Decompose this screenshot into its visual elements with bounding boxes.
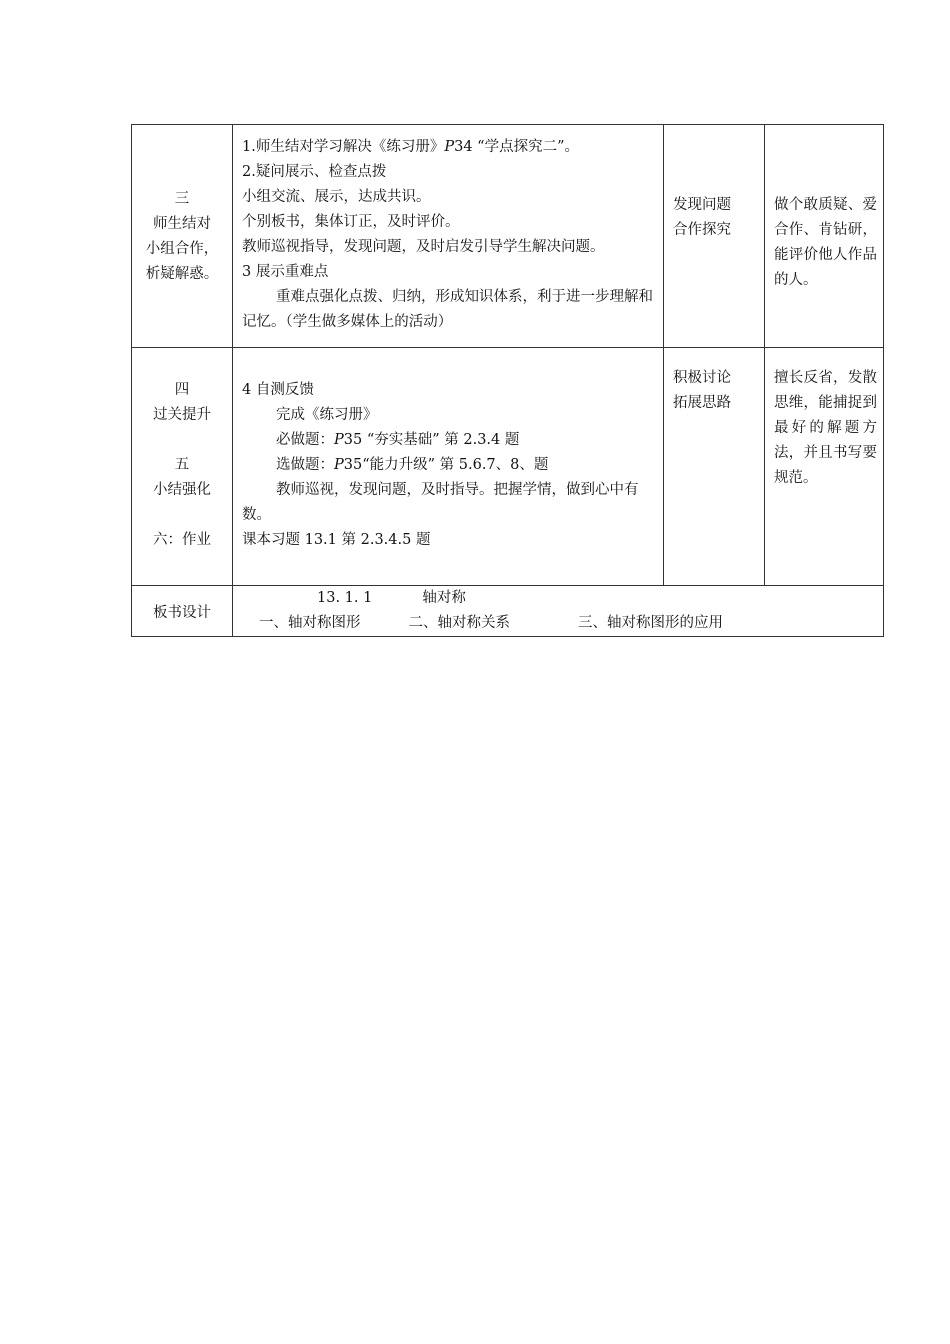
stage-line: 师生结对 bbox=[153, 216, 211, 232]
stage-line: 六：作业 bbox=[153, 532, 211, 548]
stage-text bbox=[132, 348, 232, 553]
student-line: 积极讨论 bbox=[673, 370, 731, 386]
stage-line: 三 bbox=[174, 191, 190, 207]
board-heading bbox=[243, 586, 883, 611]
student-activity-text bbox=[664, 125, 764, 243]
goal-cell bbox=[765, 125, 884, 348]
student-line: 拓展思路 bbox=[673, 395, 731, 411]
board-items bbox=[243, 611, 883, 636]
content-line: 教师巡视指导，发现问题，及时启发引导学生解决问题。 bbox=[242, 239, 605, 255]
board-label: 板书设计 bbox=[153, 604, 211, 621]
content-line: 课本习题 13.1 第 2.3.4.5 题 bbox=[242, 532, 431, 548]
table-row bbox=[132, 125, 884, 348]
content-line: 重难点强化点拨、归纳，形成知识体系，利于进一步理解和记忆。（学生做多媒体上的活动） bbox=[242, 289, 653, 330]
content-line: 小组交流、展示，达成共识。 bbox=[242, 189, 431, 205]
content-text bbox=[233, 348, 663, 553]
student-line: 发现问题 bbox=[673, 197, 731, 213]
stage-line bbox=[132, 428, 232, 453]
goal-text: 擅长反省，发散思维，能捕捉到最好的解题方法，并且书写要规范。 bbox=[774, 370, 877, 486]
content-line: 选做题：P35“能力升级” 第 5.6.7、8、题 bbox=[276, 457, 549, 473]
board-design bbox=[233, 586, 883, 636]
content-text bbox=[233, 125, 663, 345]
stage-line: 小结强化 bbox=[153, 482, 211, 498]
board-item: 三、轴对称图形的应用 bbox=[578, 615, 723, 631]
content-line: 2.疑问展示、检查点拨 bbox=[242, 164, 387, 180]
goal-cell bbox=[765, 348, 884, 586]
board-topic: 轴对称 bbox=[422, 590, 466, 606]
stage-line bbox=[132, 503, 232, 528]
goal-text: 做个敢质疑、爱合作、肯钻研，能评价他人作品的人。 bbox=[774, 197, 877, 288]
stage-line: 析疑解惑。 bbox=[145, 266, 219, 282]
content-cell bbox=[233, 348, 664, 586]
board-section: 13. 1. 1 bbox=[317, 590, 373, 606]
stage-cell bbox=[132, 125, 233, 348]
student-activity-text bbox=[664, 348, 764, 416]
student-line: 合作探究 bbox=[673, 222, 731, 238]
table-row bbox=[132, 586, 884, 637]
stage-line: 小组合作， bbox=[145, 241, 219, 257]
content-cell bbox=[233, 125, 664, 348]
stage-line: 四 bbox=[174, 382, 190, 398]
board-item: 一、轴对称图形 bbox=[259, 615, 361, 631]
student-activity-cell bbox=[664, 348, 765, 586]
student-activity-cell bbox=[664, 125, 765, 348]
content-line: 3 展示重难点 bbox=[242, 264, 329, 280]
content-line: 完成《练习册》 bbox=[276, 407, 378, 423]
board-design-cell bbox=[233, 586, 884, 637]
stage-line: 过关提升 bbox=[153, 407, 211, 423]
stage-line: 五 bbox=[174, 457, 190, 473]
stage-text bbox=[132, 125, 232, 287]
content-line: 必做题：P35 “夯实基础” 第 2.3.4 题 bbox=[276, 432, 520, 448]
content-line: 教师巡视，发现问题，及时指导。把握学情，做到心中有数。 bbox=[242, 482, 639, 523]
content-line: 个别板书，集体订正，及时评价。 bbox=[242, 214, 460, 230]
lesson-plan-table bbox=[131, 124, 884, 637]
table-row bbox=[132, 348, 884, 586]
stage-cell bbox=[132, 348, 233, 586]
content-line: 4 自测反馈 bbox=[242, 382, 314, 398]
board-item: 二、轴对称关系 bbox=[408, 615, 510, 631]
content-line: 1.师生结对学习解决《练习册》P34 “学点探究二”。 bbox=[242, 139, 579, 155]
board-label-cell bbox=[132, 586, 233, 637]
